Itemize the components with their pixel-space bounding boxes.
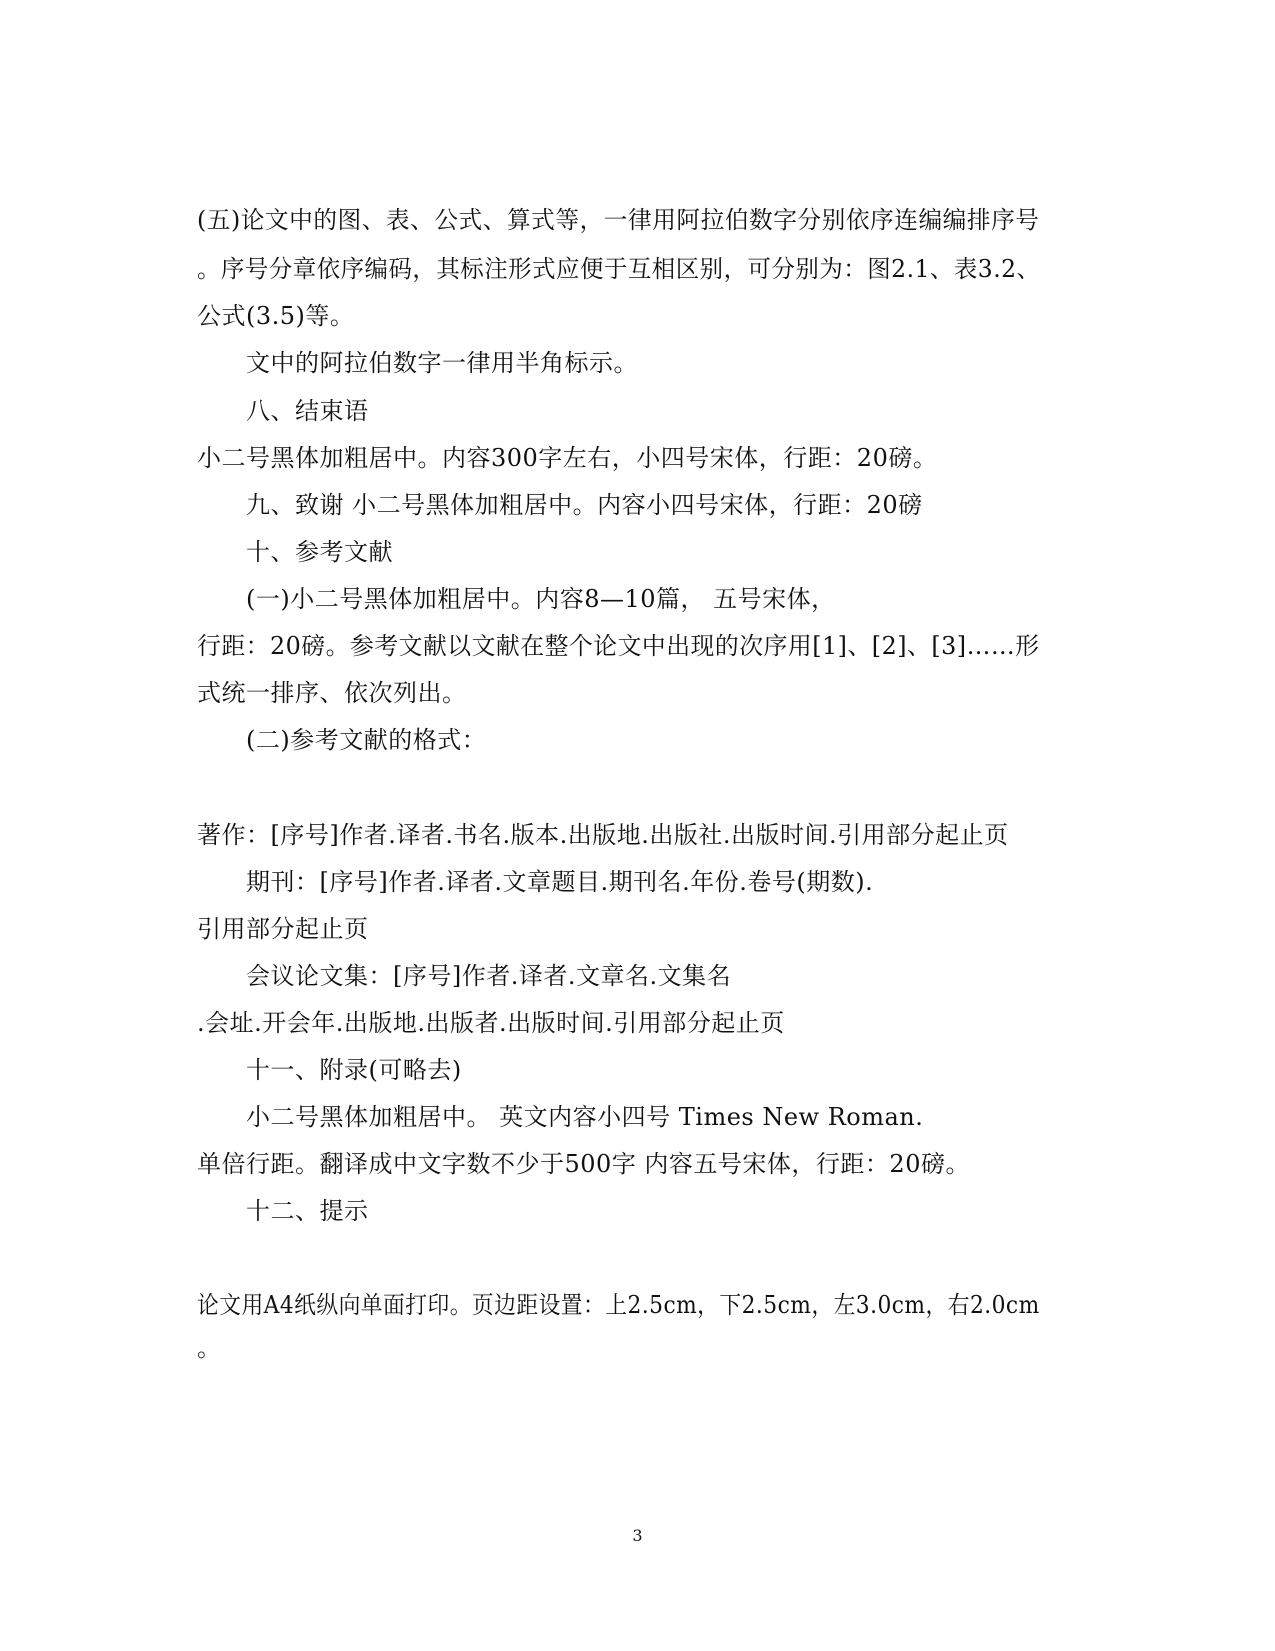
text-line-15: 引用部分起止页 — [197, 915, 369, 943]
text-line-1: (五)论文中的图、表、公式、算式等，一律用阿拉伯数字分别依序连编编排序号 — [197, 206, 1040, 234]
text-line-20: 单倍行距。翻译成中文字数不少于500字 内容五号宋体，行距：20磅。 — [197, 1150, 970, 1178]
section-heading-appendix: 十一、附录(可略去) — [246, 1056, 462, 1084]
text-line-19: 小二号黑体加粗居中。 英文内容小四号 Times New Roman. — [246, 1103, 924, 1131]
text-line-10: 行距：20磅。参考文献以文献在整个论文中出现的次序用[1]、[2]、[3]……形 — [197, 632, 1040, 660]
reference-format-book: 著作：[序号]作者.译者.书名.版本.出版地.出版社.出版时间.引用部分起止页 — [197, 821, 1009, 849]
reference-format-journal: 期刊：[序号]作者.译者.文章题目.期刊名.年份.卷号(期数). — [246, 868, 874, 896]
section-heading-conclusion: 八、结束语 — [246, 397, 369, 425]
section-heading-references: 十、参考文献 — [246, 538, 393, 566]
text-line-17: .会址.开会年.出版地.出版者.出版时间.引用部分起止页 — [197, 1009, 785, 1037]
text-line-4: 文中的阿拉伯数字一律用半角标示。 — [246, 349, 638, 377]
text-line-12: (二)参考文献的格式： — [246, 726, 487, 754]
reference-format-proceedings: 会议论文集：[序号]作者.译者.文章名.文集名 — [246, 962, 732, 990]
text-line-22: 论文用A4纸纵向单面打印。页边距设置：上2.5cm，下2.5cm，左3.0cm，右2.0cm — [197, 1291, 1040, 1319]
text-line-6: 小二号黑体加粗居中。内容300字左右，小四号宋体，行距：20磅。 — [197, 444, 938, 472]
text-line-23: 。 — [197, 1334, 222, 1362]
text-line-2: 。序号分章依序编码，其标注形式应便于互相区别，可分别为：图2.1、表3.2、 — [197, 255, 1041, 283]
text-line-9: (一)小二号黑体加粗居中。内容8—10篇， 五号宋体， — [246, 585, 836, 613]
section-heading-acknowledgement: 九、致谢 小二号黑体加粗居中。内容小四号宋体，行距：20磅 — [246, 491, 923, 519]
page-number: 3 — [632, 1526, 643, 1545]
text-line-3: 公式(3.5)等。 — [197, 302, 355, 330]
section-heading-tips: 十二、提示 — [246, 1197, 369, 1225]
text-line-11: 式统一排序、依次列出。 — [197, 679, 467, 707]
